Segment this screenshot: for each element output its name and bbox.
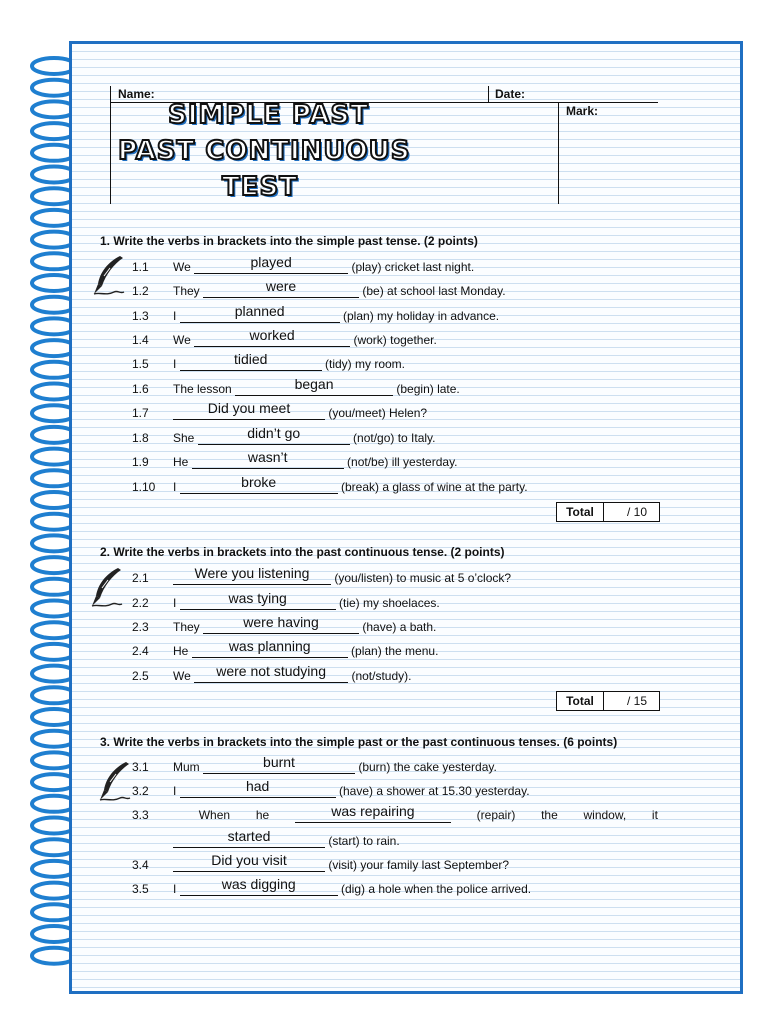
item-number: 1.9 xyxy=(132,455,149,469)
item-number: 1.7 xyxy=(132,406,149,420)
item-suffix: (start) to rain. xyxy=(325,834,400,848)
answer-blank[interactable] xyxy=(180,303,340,323)
answer-text: wasn’t xyxy=(247,449,288,465)
item-suffix: (you/listen) to music at 5 o’clock? xyxy=(331,571,512,585)
item-suffix: window, xyxy=(583,808,627,822)
item-prefix: She xyxy=(173,431,198,445)
exercise-item xyxy=(132,351,406,371)
answer-blank[interactable] xyxy=(194,327,350,347)
exercise-item xyxy=(132,876,532,896)
answer-text: was repairing xyxy=(331,803,415,819)
exercise-item xyxy=(132,327,437,347)
item-prefix: I xyxy=(173,357,180,371)
name-label: Name: xyxy=(118,87,155,101)
item-prefix: They xyxy=(173,620,204,634)
item-number: 1.8 xyxy=(132,431,149,445)
title-line-3: TEST xyxy=(222,172,298,202)
answer-text: played xyxy=(250,254,292,270)
answer-blank[interactable] xyxy=(194,663,348,683)
exercise-item xyxy=(132,474,528,494)
item-suffix: (have) a bath. xyxy=(359,620,437,634)
total-score: / 10 xyxy=(626,505,647,519)
item-suffix: (not/be) ill yesterday. xyxy=(343,455,458,469)
answer-blank[interactable] xyxy=(180,778,336,798)
exercise-item xyxy=(132,638,439,658)
answer-text: had xyxy=(245,778,270,794)
answer-text: were not studying xyxy=(216,663,326,679)
item-number: 3.1 xyxy=(132,760,149,774)
exercise-item xyxy=(132,754,497,774)
answer-blank[interactable] xyxy=(180,351,322,371)
exercise-item xyxy=(132,565,512,585)
item-prefix: He xyxy=(173,455,192,469)
item-prefix: I xyxy=(173,480,180,494)
exercise-item xyxy=(132,663,412,683)
total-label: Total xyxy=(557,692,604,710)
answer-text: was tying xyxy=(228,590,287,606)
item-prefix: he xyxy=(255,808,270,822)
item-number: 1.10 xyxy=(132,480,156,494)
item-number: 3.5 xyxy=(132,882,149,896)
answer-text: burnt xyxy=(263,754,295,770)
item-number: 2.1 xyxy=(132,571,149,585)
answer-text: broke xyxy=(241,474,277,490)
section-3-heading: 3. Write the verbs in brackets into the simple past or the past continuous tenses. (6 points) xyxy=(100,735,618,749)
answer-text: worked xyxy=(249,327,295,343)
item-prefix: Mum xyxy=(173,760,203,774)
item-prefix: He xyxy=(173,644,192,658)
item-prefix: I xyxy=(173,784,180,798)
item-prefix: We xyxy=(173,260,195,274)
exercise-item xyxy=(132,803,658,823)
item-prefix: The lesson xyxy=(173,382,236,396)
answer-text: was digging xyxy=(221,876,296,892)
answer-blank[interactable] xyxy=(173,828,325,848)
quill-pen-icon xyxy=(88,566,124,610)
item-suffix: the xyxy=(541,808,558,822)
item-suffix: (begin) late. xyxy=(393,382,460,396)
exercise-item xyxy=(132,614,437,634)
total-label: Total xyxy=(557,503,604,521)
item-suffix: (visit) your family last September? xyxy=(325,858,510,872)
exercise-item xyxy=(132,425,436,445)
answer-blank[interactable] xyxy=(203,754,355,774)
exercise-item xyxy=(132,303,500,323)
item-suffix: (tie) my shoelaces. xyxy=(335,596,440,610)
answer-text: started xyxy=(227,828,271,844)
answer-text: tidied xyxy=(233,351,268,367)
answer-text: began xyxy=(294,376,334,392)
item-number: 2.3 xyxy=(132,620,149,634)
answer-blank[interactable] xyxy=(173,400,325,420)
item-suffix: (dig) a hole when the police arrived. xyxy=(337,882,532,896)
answer-text: planned xyxy=(234,303,285,319)
answer-blank[interactable] xyxy=(203,278,359,298)
answer-blank[interactable] xyxy=(180,590,336,610)
item-suffix: (not/study). xyxy=(348,669,412,683)
quill-pen-icon xyxy=(90,254,126,298)
answer-blank[interactable] xyxy=(235,376,393,396)
answer-blank[interactable] xyxy=(173,565,331,585)
item-prefix: They xyxy=(173,284,204,298)
item-prefix: I xyxy=(173,882,180,896)
item-suffix: it xyxy=(651,808,658,822)
item-prefix: We xyxy=(173,669,195,683)
item-suffix: (you/meet) Helen? xyxy=(325,406,428,420)
answer-blank[interactable] xyxy=(198,425,350,445)
item-suffix: (burn) the cake yesterday. xyxy=(355,760,497,774)
item-number: 1.1 xyxy=(132,260,149,274)
title-line-2: PAST CONTINUOUS xyxy=(118,136,411,166)
answer-text: didn’t go xyxy=(247,425,301,441)
item-number: 1.3 xyxy=(132,309,149,323)
item-number: 3.3 xyxy=(132,808,149,822)
exercise-item xyxy=(132,278,506,298)
item-suffix: (be) at school last Monday. xyxy=(359,284,506,298)
item-suffix: (play) cricket last night. xyxy=(348,260,475,274)
item-prefix: When xyxy=(198,808,231,822)
answer-blank[interactable] xyxy=(180,474,338,494)
answer-text: Did you meet xyxy=(207,400,291,416)
answer-text: was planning xyxy=(228,638,311,654)
section-2-heading: 2. Write the verbs in brackets into the past continuous tense. (2 points) xyxy=(100,545,505,559)
total-score: / 15 xyxy=(626,694,647,708)
item-prefix: We xyxy=(173,333,195,347)
item-suffix: (repair) xyxy=(476,808,516,822)
item-suffix: (tidy) my room. xyxy=(321,357,406,371)
answer-blank[interactable] xyxy=(194,254,348,274)
section-1-total-box xyxy=(556,502,660,522)
answer-blank[interactable] xyxy=(203,614,359,634)
item-suffix: (plan) my holiday in advance. xyxy=(339,309,500,323)
item-number: 2.5 xyxy=(132,669,149,683)
quill-pen-icon xyxy=(96,760,132,804)
date-label: Date: xyxy=(495,87,526,101)
answer-blank[interactable] xyxy=(192,449,344,469)
item-suffix: (work) together. xyxy=(350,333,437,347)
answer-blank[interactable] xyxy=(192,638,348,658)
item-number: 1.2 xyxy=(132,284,149,298)
item-number: 3.2 xyxy=(132,784,149,798)
exercise-item xyxy=(132,376,460,396)
item-suffix: (plan) the menu. xyxy=(347,644,439,658)
section-1-heading: 1. Write the verbs in brackets into the simple past tense. (2 points) xyxy=(100,234,478,248)
exercise-item xyxy=(132,254,475,274)
exercise-item xyxy=(132,828,400,848)
exercise-item xyxy=(132,778,530,798)
exercise-item xyxy=(132,449,458,469)
item-number: 2.2 xyxy=(132,596,149,610)
item-suffix: (break) a glass of wine at the party. xyxy=(337,480,528,494)
exercise-item xyxy=(132,590,440,610)
item-number: 1.4 xyxy=(132,333,149,347)
item-suffix: (have) a shower at 15.30 yesterday. xyxy=(335,784,530,798)
item-number: 3.4 xyxy=(132,858,149,872)
answer-text: Did you visit xyxy=(211,852,287,868)
answer-text: Were you listening xyxy=(194,565,310,581)
answer-blank[interactable] xyxy=(295,803,451,823)
item-number: 2.4 xyxy=(132,644,149,658)
answer-text: were having xyxy=(243,614,319,630)
exercise-item xyxy=(132,400,428,420)
item-prefix: I xyxy=(173,596,180,610)
item-prefix: I xyxy=(173,309,180,323)
item-number: 1.5 xyxy=(132,357,149,371)
answer-text: were xyxy=(265,278,297,294)
answer-blank[interactable] xyxy=(180,876,338,896)
answer-blank[interactable] xyxy=(173,852,325,872)
section-2-total-box xyxy=(556,691,660,711)
exercise-item xyxy=(132,852,510,872)
title-line-1: SIMPLE PAST xyxy=(168,100,369,130)
mark-label: Mark: xyxy=(566,104,599,118)
item-number: 1.6 xyxy=(132,382,149,396)
item-suffix: (not/go) to Italy. xyxy=(349,431,436,445)
